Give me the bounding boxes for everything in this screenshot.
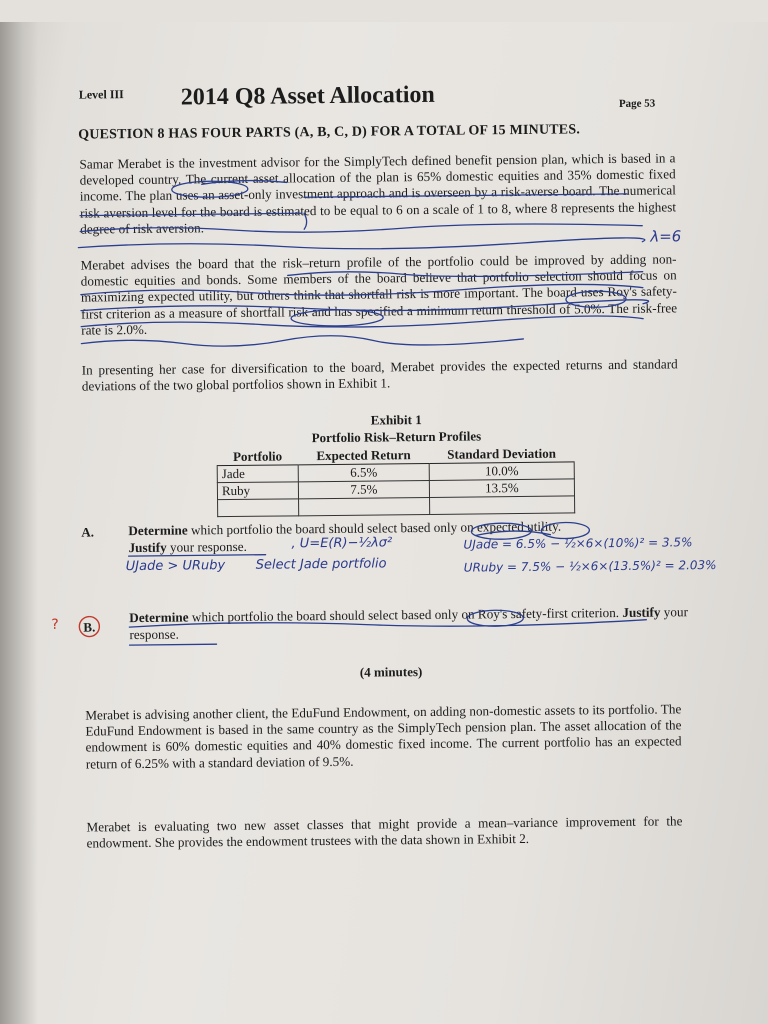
question-a-letter: A. [81,524,95,540]
underline-mark [130,644,217,645]
std-dev-cell: 13.5% [429,479,574,498]
expected-return-cell: 6.5% [298,463,429,481]
circle-mark [291,309,383,326]
question-heading: QUESTION 8 HAS FOUR PARTS (A, B, C, D) FOR A TOTAL OF 15 MINUTES. [78,122,581,143]
underline-mark [81,334,523,349]
circle-mark [467,610,523,627]
paragraph-pension-plan: Samar Merabet is the investment advisor for the SimplyTech defined benefit pension plan, which is based in a developed country. The current asset allocation of the plan is 65% domestic equities and 35% domestic fixed income. The plan uses an asset-only investment approach and is overseen by a risk-averse board. The numerical risk aversion level for the board is estimated to be equal to 6 on a scale of 1 to 8, where 8 represents the highest degree of risk aversion. [79,150,677,237]
question-a-body: which portfolio the board should select based only on expected utility. [187,518,562,538]
handwritten-jade-utility: UJade = 6.5% − ½×6×(10%)² = 3.5% [463,535,693,552]
column-header: Expected Return [298,446,429,465]
paragraph-diversification: In presenting her case for diversification to the board, Merabet provides the expected returns and standard deviations of the two global portfolios shown in Exhibit 1. [81,356,678,394]
circle-mark [566,291,626,308]
paragraph-new-asset-classes: Merabet is evaluating two new asset classes that might provide a mean–variance improvement for the endowment. She provides the endowment trustees with the data shown in Exhibit 2. [86,813,683,851]
exam-page [40,13,750,1024]
bracket-mark [304,213,307,229]
exhibit-caption: Portfolio Risk–Return Profiles [311,428,482,446]
question-b-verb: Determine [129,609,189,626]
handwritten-ruby-utility: URuby = 7.5% − ½×6×(13.5%)² = 2.03% [463,557,717,575]
column-header: Portfolio [217,447,298,465]
page-edge-shadow [0,0,38,1024]
circle-mark [79,616,99,636]
page-number: Page 53 [618,97,656,110]
underline-mark [304,194,627,197]
level-label: Level III [78,87,124,102]
underline-mark [78,238,645,252]
paragraph-board-advice: Merabet advises the board that the risk–return profile of the portfolio could be improved by adding non-domestic equities and bonds. Some members of the board believe that portfolio selection should focus on maximizing expected utility, but others think that shortfall risk is more important. The board uses Roy's safety-first criterion as a measure of shortfall risk and has specified a minimum return threshold of 5.0%. The risk-free rate is 2.0%. [80,251,678,338]
underline-mark [81,315,643,329]
handwritten-utility-formula: , U=E(R)−½λσ² [291,535,393,552]
underline-mark [80,223,642,235]
question-b-letter: B. [83,619,96,635]
exhibit-label: Exhibit 1 [370,412,422,428]
handwritten-comparison: UJade > URuby [125,558,226,575]
handwritten-question-mark: ? [51,616,59,633]
portfolio-cell: Ruby [217,482,298,500]
handwritten-lambda: λ=6 [650,227,682,246]
underline-mark [80,213,302,215]
circle-mark [541,522,589,539]
portfolio-cell: Jade [217,465,298,483]
underline-mark [129,619,646,630]
question-a-verb: Determine [128,522,188,539]
std-dev-cell: 10.0% [429,462,574,481]
time-allotment: (4 minutes) [359,664,423,680]
paragraph-endowment: Merabet is advising another client, the EduFund Endowment, on adding non-domestic assets to its portfolio. The EduFund Endowment is based in the same country as the SimplyTech pension plan. The asset allocation of the endowment is 60% domestic equities and 40% domestic fixed income. The current portfolio has an expected return of 6.25% with a standard deviation of 9.5%. [85,701,682,772]
expected-return-cell: 7.5% [298,480,429,498]
question-a-justify: Justify [128,539,167,556]
pen-annotations [40,13,750,1024]
page-title: 2014 Q8 Asset Allocation [180,81,435,111]
underline-mark [129,555,266,556]
underline-mark [475,531,550,536]
question-b-tail: your response. [129,604,689,643]
column-header: Standard Deviation [429,444,574,463]
handwritten-selection: Select Jade portfolio [255,556,387,573]
underline-mark [81,284,643,298]
question-a-tail: your response. [166,538,247,555]
underline-mark [288,269,643,279]
question-b-body: which portfolio the board should select based only on Roy's safety-first criterion. [188,604,620,625]
question-b-justify: Justify [622,604,661,620]
